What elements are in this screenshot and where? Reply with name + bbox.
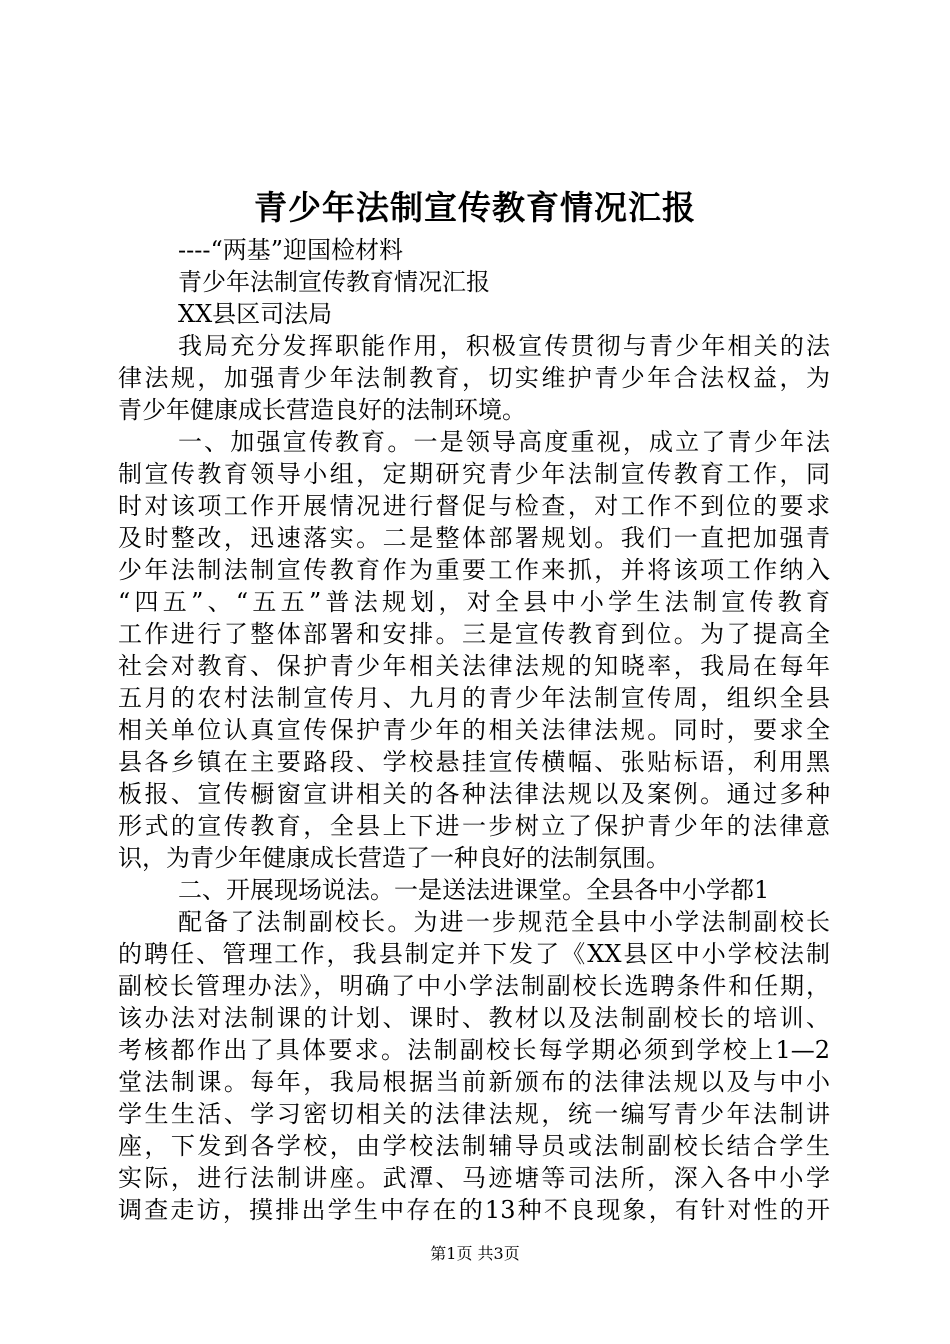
- text-line: 社会对教育、保护青少年相关法律法规的知晓率，我局在每年: [118, 652, 830, 680]
- text-line: 工作进行了整体部署和安排。三是宣传教育到位。为了提高全: [118, 620, 830, 648]
- text-line: 律法规，加强青少年法制教育，切实维护青少年合法权益，为: [118, 364, 830, 392]
- text-line: 堂法制课。每年，我局根据当前新颁布的法律法规以及与中小: [118, 1068, 830, 1096]
- text-line: 青少年法制宣传教育情况汇报: [178, 268, 490, 296]
- text-line: 的聘任、管理工作，我县制定并下发了《XX县区中小学校法制: [118, 940, 830, 968]
- document-body: [118, 234, 830, 1226]
- text-line: 制宣传教育领导小组，定期研究青少年法制宣传教育工作，同: [118, 460, 830, 488]
- text-line: 该办法对法制课的计划、课时、教材以及法制副校长的培训、: [118, 1004, 830, 1032]
- document-title: 青少年法制宣传教育情况汇报: [254, 188, 696, 227]
- text-line: 二、开展现场说法。一是送法进课堂。全县各中小学都1: [178, 876, 770, 904]
- text-line: 青少年健康成长营造良好的法制环境。: [118, 396, 526, 424]
- text-line: 学生生活、学习密切相关的法律法规，统一编写青少年法制讲: [118, 1100, 830, 1128]
- text-line: ----“两基”迎国检材料: [178, 236, 403, 264]
- text-line: 识，为青少年健康成长营造了一种良好的法制氛围。: [118, 844, 670, 872]
- text-line: 我局充分发挥职能作用，积极宣传贯彻与青少年相关的法: [178, 332, 830, 360]
- text-line: 及时整改，迅速落实。二是整体部署规划。我们一直把加强青: [118, 524, 830, 552]
- text-line: 相关单位认真宣传保护青少年的相关法律法规。同时，要求全: [118, 716, 830, 744]
- text-line: 调查走访，摸排出学生中存在的13种不良现象，有针对性的开: [118, 1196, 830, 1224]
- text-line: XX县区司法局: [178, 300, 333, 328]
- text-line: “四五”、“五五”普法规划，对全县中小学生法制宣传教育: [118, 588, 830, 616]
- page-footer: 第1页 共3页: [430, 1244, 520, 1263]
- text-line: 副校长管理办法》，明确了中小学法制副校长选聘条件和任期，: [118, 972, 830, 1000]
- text-line: 形式的宣传教育，全县上下进一步树立了保护青少年的法律意: [118, 812, 830, 840]
- text-line: 时对该项工作开展情况进行督促与检查，对工作不到位的要求: [118, 492, 830, 520]
- text-line: 五月的农村法制宣传月、九月的青少年法制宣传周，组织全县: [118, 684, 830, 712]
- text-line: 一、加强宣传教育。一是领导高度重视，成立了青少年法: [178, 428, 830, 456]
- text-line: 实际，进行法制讲座。武潭、马迹塘等司法所，深入各中小学: [118, 1164, 830, 1192]
- text-line: 考核都作出了具体要求。法制副校长每学期必须到学校上1—2: [118, 1036, 830, 1064]
- text-line: 县各乡镇在主要路段、学校悬挂宣传横幅、张贴标语，利用黑: [118, 748, 830, 776]
- text-line: 板报、宣传橱窗宣讲相关的各种法律法规以及案例。通过多种: [118, 780, 830, 808]
- text-line: 配备了法制副校长。为进一步规范全县中小学法制副校长: [178, 908, 830, 936]
- text-line: 少年法制法制宣传教育作为重要工作来抓，并将该项工作纳入: [118, 556, 830, 584]
- text-line: 座，下发到各学校，由学校法制辅导员或法制副校长结合学生: [118, 1132, 830, 1160]
